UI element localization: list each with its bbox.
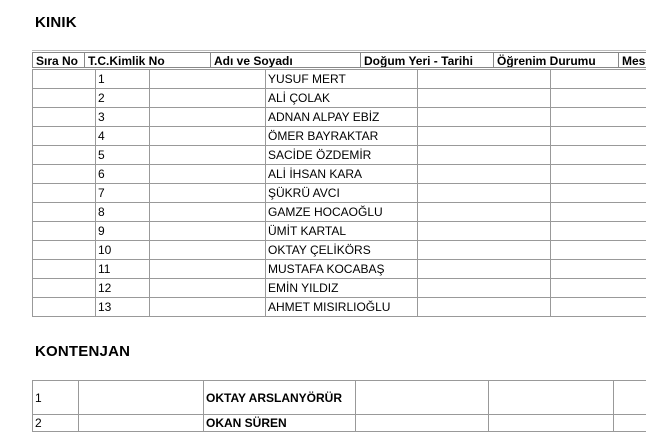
cell-adi-soyadi: OKTAY ARSLANYÖRÜR <box>204 381 356 415</box>
cell-empty <box>551 127 646 146</box>
cell-empty <box>33 203 96 222</box>
cell-sira-no: 2 <box>96 89 150 108</box>
cell-empty <box>551 222 646 241</box>
cell-empty <box>150 184 266 203</box>
column-header-sira-no: Sıra No <box>32 52 84 68</box>
cell-empty <box>418 108 551 127</box>
table-row <box>33 184 646 203</box>
cell-sira-no: 2 <box>33 415 79 432</box>
kinik-table <box>32 69 646 317</box>
cell-adi-soyadi: YUSUF MERT <box>266 70 418 89</box>
table-row <box>33 279 646 298</box>
cell-empty <box>551 165 646 184</box>
cell-sira-no: 10 <box>96 241 150 260</box>
table-row <box>33 146 646 165</box>
cell-empty <box>551 146 646 165</box>
cell-empty <box>79 381 204 415</box>
cell-empty <box>551 279 646 298</box>
kontenjan-table <box>32 380 646 432</box>
cell-empty <box>33 70 96 89</box>
cell-empty <box>418 89 551 108</box>
cell-empty <box>356 415 489 432</box>
column-header-meslek: Mes <box>618 52 646 68</box>
cell-empty <box>614 381 646 415</box>
cell-adi-soyadi: SACİDE ÖZDEMİR <box>266 146 418 165</box>
cell-adi-soyadi: GAMZE HOCAOĞLU <box>266 203 418 222</box>
cell-empty <box>551 241 646 260</box>
column-header-ogrenim-durumu: Öğrenim Durumu <box>493 52 618 68</box>
cell-empty <box>33 89 96 108</box>
cell-empty <box>551 298 646 317</box>
cell-empty <box>418 222 551 241</box>
cell-adi-soyadi: EMİN YILDIZ <box>266 279 418 298</box>
table-row <box>33 222 646 241</box>
table-row <box>33 70 646 89</box>
cell-empty <box>150 298 266 317</box>
column-header-tc-kimlik-no: T.C.Kimlik No <box>84 52 210 68</box>
cell-sira-no: 6 <box>96 165 150 184</box>
cell-empty <box>418 70 551 89</box>
table-row <box>33 165 646 184</box>
cell-empty <box>418 260 551 279</box>
cell-empty <box>418 241 551 260</box>
cell-empty <box>33 260 96 279</box>
cell-empty <box>150 108 266 127</box>
table-row <box>33 127 646 146</box>
cell-empty <box>489 415 614 432</box>
table-row <box>33 415 646 432</box>
cell-empty <box>418 146 551 165</box>
cell-sira-no: 13 <box>96 298 150 317</box>
cell-empty <box>33 165 96 184</box>
cell-empty <box>489 381 614 415</box>
cell-sira-no: 3 <box>96 108 150 127</box>
cell-empty <box>418 279 551 298</box>
cell-empty <box>33 279 96 298</box>
column-header-dogum-yeri-tarihi: Doğum Yeri - Tarihi <box>360 52 493 68</box>
cell-empty <box>150 222 266 241</box>
cell-sira-no: 8 <box>96 203 150 222</box>
cell-adi-soyadi: ALİ İHSAN KARA <box>266 165 418 184</box>
table-row <box>33 298 646 317</box>
header-divider <box>32 50 646 51</box>
cell-sira-no: 5 <box>96 146 150 165</box>
table-row <box>33 89 646 108</box>
cell-adi-soyadi: OKTAY ÇELİKÖRS <box>266 241 418 260</box>
cell-empty <box>551 89 646 108</box>
cell-empty <box>150 203 266 222</box>
section-title-kontenjan: KONTENJAN <box>35 343 131 360</box>
table-row <box>33 108 646 127</box>
cell-sira-no: 1 <box>96 70 150 89</box>
cell-empty <box>33 146 96 165</box>
section-title-kinik: KINIK <box>35 14 77 31</box>
cell-adi-soyadi: ÖMER BAYRAKTAR <box>266 127 418 146</box>
cell-empty <box>33 108 96 127</box>
cell-empty <box>150 127 266 146</box>
cell-empty <box>418 203 551 222</box>
cell-empty <box>418 298 551 317</box>
cell-empty <box>418 165 551 184</box>
cell-empty <box>150 89 266 108</box>
table-row <box>33 381 646 415</box>
cell-empty <box>150 70 266 89</box>
cell-empty <box>356 381 489 415</box>
cell-adi-soyadi: MUSTAFA KOCABAŞ <box>266 260 418 279</box>
cell-sira-no: 11 <box>96 260 150 279</box>
cell-empty <box>33 298 96 317</box>
cell-adi-soyadi: ŞÜKRÜ AVCI <box>266 184 418 203</box>
cell-adi-soyadi: ADNAN ALPAY EBİZ <box>266 108 418 127</box>
cell-empty <box>79 415 204 432</box>
table-row <box>33 203 646 222</box>
cell-empty <box>33 222 96 241</box>
cell-sira-no: 1 <box>33 381 79 415</box>
cell-empty <box>614 415 646 432</box>
cell-adi-soyadi: OKAN SÜREN <box>204 415 356 432</box>
cell-empty <box>418 127 551 146</box>
cell-sira-no: 9 <box>96 222 150 241</box>
cell-adi-soyadi: ÜMİT KARTAL <box>266 222 418 241</box>
cell-empty <box>551 184 646 203</box>
cell-empty <box>33 184 96 203</box>
cell-empty <box>33 241 96 260</box>
cell-sira-no: 4 <box>96 127 150 146</box>
cell-sira-no: 7 <box>96 184 150 203</box>
cell-adi-soyadi: ALİ ÇOLAK <box>266 89 418 108</box>
cell-empty <box>551 70 646 89</box>
cell-empty <box>150 279 266 298</box>
cell-empty <box>551 203 646 222</box>
column-header-adi-soyadi: Adı ve Soyadı <box>210 52 360 68</box>
table-row <box>33 241 646 260</box>
cell-empty <box>150 241 266 260</box>
cell-empty <box>418 184 551 203</box>
cell-empty <box>150 165 266 184</box>
cell-sira-no: 12 <box>96 279 150 298</box>
cell-empty <box>551 108 646 127</box>
cell-empty <box>33 127 96 146</box>
cell-adi-soyadi: AHMET MISIRLIOĞLU <box>266 298 418 317</box>
cell-empty <box>551 260 646 279</box>
cell-empty <box>150 146 266 165</box>
table-row <box>33 260 646 279</box>
cell-empty <box>150 260 266 279</box>
